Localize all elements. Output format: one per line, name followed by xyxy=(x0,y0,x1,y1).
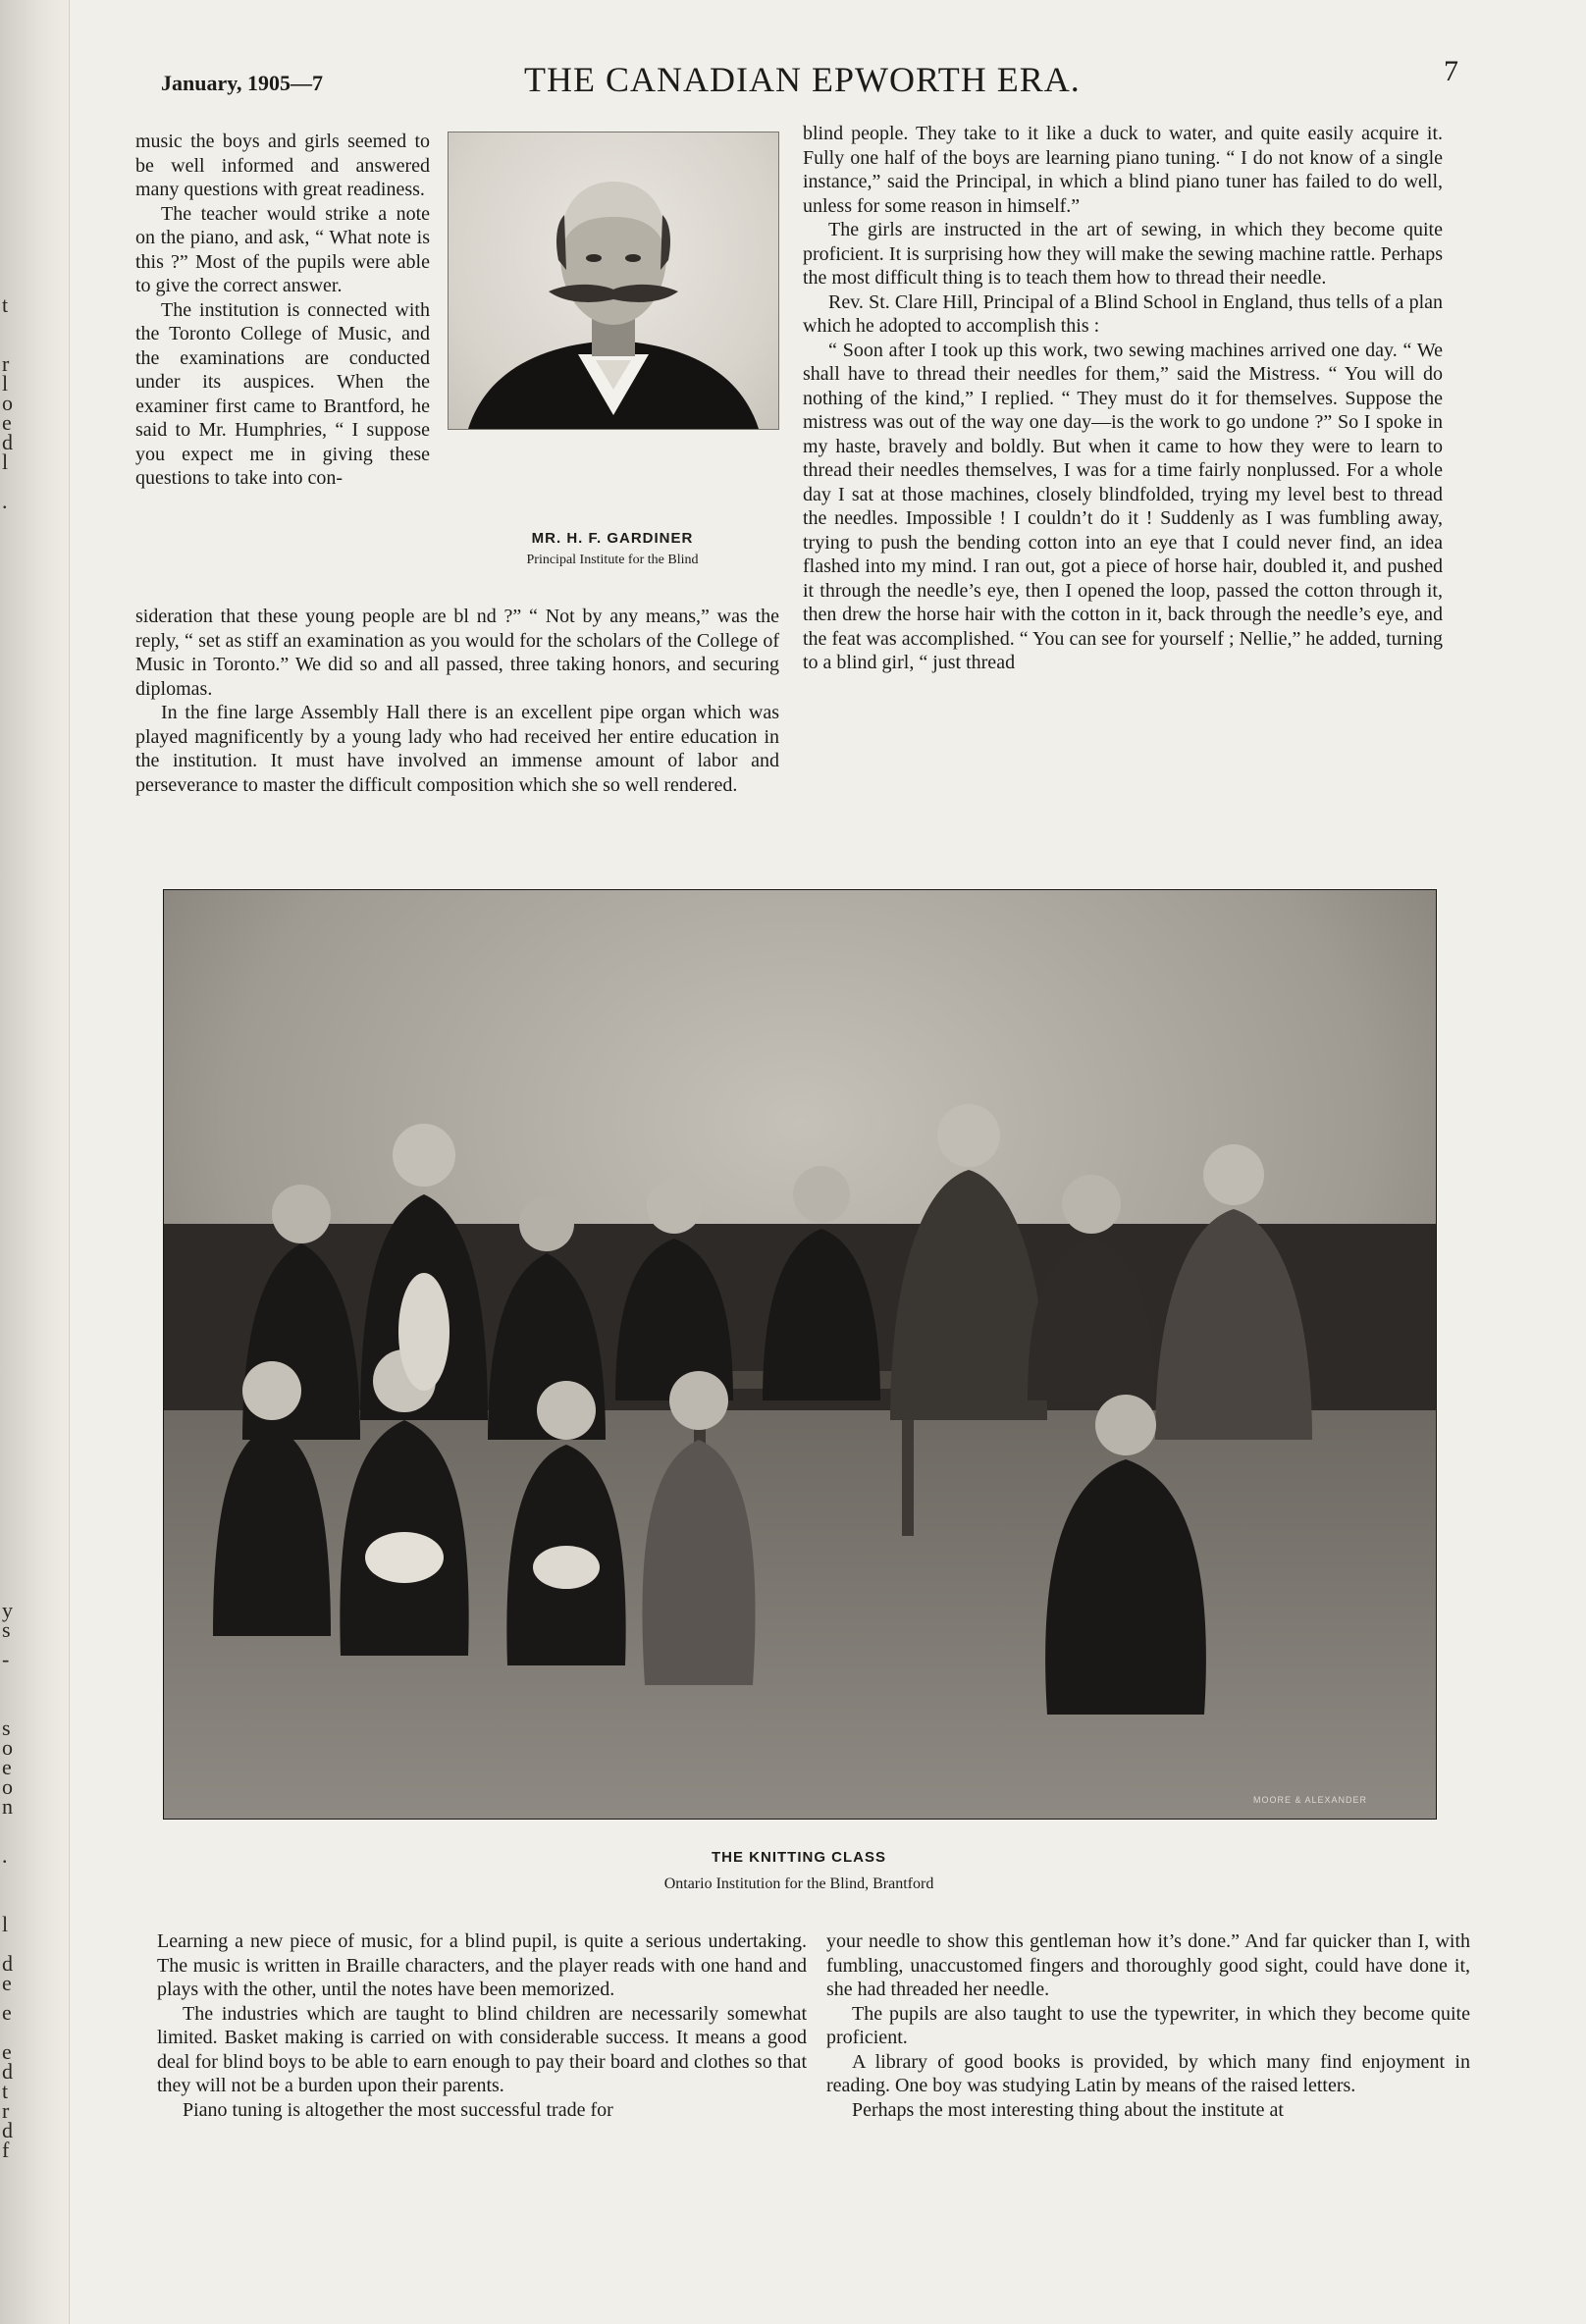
paragraph: Learning a new piece of music, for a blind pupil, is quite a serious undertaking. The music is written in Braille characters, and the player reads with one hand and plays with the other, until the notes have been memorized. xyxy=(157,1930,807,2000)
portrait-caption xyxy=(448,530,777,568)
knitting-class-photo xyxy=(163,889,1437,1820)
gutter-fragment: r xyxy=(2,2098,10,2123)
photo-caption xyxy=(163,1849,1435,1893)
paragraph: “ Soon after I took up this work, two sewing machines arrived one day. “ We shall have to thread their needles for them,” said the Mistress. “ You will do nothing of the kind,” I replied. “ They must do it for themselves. Suppose the mistress was out of the way one day—is the work to go undone ?” So I spoke in my haste, bravely and boldly. But when it came to how they were to learn to thread their needles themselves, I was for a time fairly nonplussed. For a whole day I sat at those machines, closely blindfolded, trying my level best to thread the needles. Impossible ! I couldn’t do it ! Suddenly as I was fumbling away, trying to push the bending cotton into an eye that I could never find, an idea flashed into my mind. I ran out, got a piece of horse hair, doubled it, and pushed it through the needle’s eye, then I opened the loop, passed the cotton through it, then drew the horse hair with the cotton in it, back through the needle’s eye, and the feat was accomplished. “ You can see for yourself ; Nellie,” he added, turning to a blind girl, “ just thread xyxy=(803,339,1443,673)
gutter-fragment: . xyxy=(2,1843,8,1868)
gutter-fragment: - xyxy=(2,1647,10,1671)
paragraph: In the fine large Assembly Hall there is an excellent pipe organ which was played magnificently by a young lady who had received her entire education in the institution. It must have involved an immense amount of labor and perseverance to master the difficult composition which she so well rendered. xyxy=(135,702,779,796)
paragraph: sideration that these young people are bl nd ?” “ Not by any means,” was the reply, “ set as stiff an examination as you would for the scholars of the College of Music in Toronto.” We did so and all passed, three taking honors, and securing diplomas. xyxy=(135,606,779,700)
paragraph: The institution is connected with the Toronto College of Music, and the examinations are conducted under its auspices. When the examiner first came to Brantford, he said to Mr. Humphries, “ I suppose you expect me in giving these questions to take into con- xyxy=(135,298,430,489)
gutter-fragment: l xyxy=(2,371,9,396)
photo-caption-subtitle: Ontario Institution for the Blind, Brantford xyxy=(663,1875,934,1892)
paragraph: your needle to show this gentleman how it’s done.” And far quicker than I, with fumbling, unaccustomed fingers and thoroughly good sight, could have done it, she had threaded her needle. xyxy=(826,1930,1470,2000)
adjacent-page-edge xyxy=(0,0,39,2324)
gutter-fragment: l xyxy=(2,449,9,474)
masthead-title: THE CANADIAN EPWORTH ERA. xyxy=(524,60,1081,99)
gutter-fragment: t xyxy=(2,2079,9,2103)
portrait-photo xyxy=(448,132,779,430)
paragraph: The pupils are also taught to use the typewriter, in which they become quite proficient. xyxy=(826,2002,1470,2048)
paragraph: A library of good books is provided, by which many find enjoyment in reading. One boy was studying Latin by means of the raised letters. xyxy=(826,2050,1470,2096)
gutter-fragment: f xyxy=(2,2138,10,2162)
column-d xyxy=(826,1929,1470,2122)
photo-credit: MOORE & ALEXANDER xyxy=(1252,1795,1367,1805)
gutter-fragment: e xyxy=(2,410,12,435)
gutter-fragment: y xyxy=(2,1598,13,1622)
gutter-fragment: e xyxy=(2,2039,12,2064)
portrait-caption-name: MR. H. F. GARDINER xyxy=(531,530,694,547)
gutter-fragment: e xyxy=(2,1755,12,1779)
portrait-caption-subtitle: Principal Institute for the Blind xyxy=(526,553,699,567)
gutter-fragment: o xyxy=(2,1735,13,1760)
knitting-class-illustration xyxy=(164,890,1436,1819)
gutter-fragment: d xyxy=(2,2059,13,2084)
gutter-fragment: e xyxy=(2,1971,12,1995)
gutter-fragment: s xyxy=(2,1716,11,1740)
paragraph: Perhaps the most interesting thing about the institute at xyxy=(852,2098,1284,2121)
portrait-illustration xyxy=(449,132,778,429)
gutter-fragment: o xyxy=(2,391,13,415)
gutter-fragment: t xyxy=(2,292,9,317)
gutter-fragment: n xyxy=(2,1794,13,1819)
gutter-fragment: e xyxy=(2,2000,12,2025)
gutter-fragment: r xyxy=(2,351,10,376)
page-header xyxy=(157,51,1468,100)
paragraph: music the boys and girls seemed to be well informed and answered many questions with great readiness. xyxy=(135,131,430,200)
paragraph: The girls are instructed in the art of sewing, in which they become quite proficient. It is surprising how they will make the sewing machine rattle. Perhaps the most difficult thing is to teach them how to thread their needle. xyxy=(803,219,1443,289)
gutter-fragment: s xyxy=(2,1617,11,1642)
paragraph: The industries which are taught to blind children are necessarily somewhat limited. Basket making is carried on with considerable success. It means a good deal for blind boys to be able to earn enough to pay their board and clothes so that they will not be a burden upon their parents. xyxy=(157,2002,807,2096)
gutter-fragment: l xyxy=(2,1912,9,1936)
column-c xyxy=(157,1929,807,2122)
paragraph: Rev. St. Clare Hill, Principal of a Blind School in England, thus tells of a plan which he adopted to accomplish this : xyxy=(803,290,1443,337)
gutter-fragment: o xyxy=(2,1774,13,1799)
gutter-fragment: d xyxy=(2,2118,13,2142)
gutter-fragment: d xyxy=(2,430,13,454)
issue-date: January, 1905—7 xyxy=(161,71,324,95)
page-number: 7 xyxy=(1444,55,1458,87)
paragraph: blind people. They take to it like a duck to water, and quite easily acquire it. Fully one half of the boys are learning piano tuning. “ I do not know of a single instance,” said the Principal, in which a blind piano tuner has failed to do well, unless for some reason in himself.” xyxy=(803,123,1443,217)
gutter-fragment: . xyxy=(2,489,8,513)
photo-caption-title: THE KNITTING CLASS xyxy=(712,1849,886,1866)
paragraph: The teacher would strike a note on the piano, and ask, “ What note is this ?” Most of the pupils were able to give the correct answer. xyxy=(135,202,430,296)
column-b xyxy=(803,122,1443,675)
gutter-fragment: d xyxy=(2,1951,13,1976)
column-a-bottom xyxy=(135,605,779,797)
column-a-top xyxy=(135,130,430,491)
paragraph: Piano tuning is altogether the most successful trade for xyxy=(183,2098,613,2121)
